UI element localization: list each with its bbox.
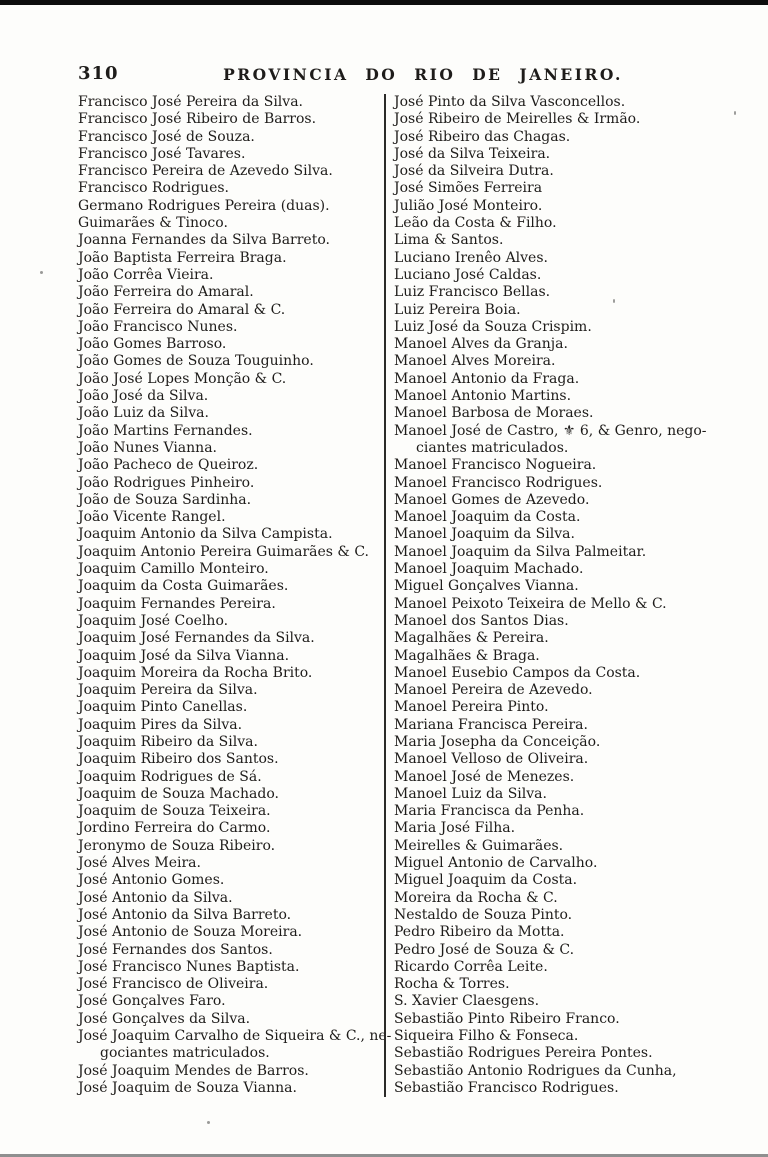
- list-item: Joaquim Ribeiro dos Santos.: [78, 751, 279, 768]
- list-item: Joaquim Pinto Canellas.: [78, 699, 248, 716]
- list-item: Nestaldo de Souza Pinto.: [394, 906, 573, 923]
- list-item: Sebastião Pinto Ribeiro Franco.: [394, 1010, 620, 1027]
- scan-speck: [734, 111, 736, 115]
- list-item: Maria Josepha da Conceição.: [394, 733, 601, 750]
- list-item: Manoel Alves Moreira.: [394, 353, 556, 370]
- list-item: Miguel Joaquim da Costa.: [394, 872, 578, 889]
- list-item: José Simões Ferreira: [394, 180, 543, 197]
- list-item: Francisco José de Souza.: [78, 128, 255, 145]
- list-item: João Gomes de Souza Touguinho.: [78, 353, 314, 370]
- list-item: João Luiz da Silva.: [78, 405, 209, 422]
- list-item: João Ferreira do Amaral.: [78, 284, 254, 301]
- list-item: Miguel Antonio de Carvalho.: [394, 855, 598, 872]
- list-item: José Gonçalves da Silva.: [78, 1010, 251, 1027]
- list-item: José Francisco Nunes Baptista.: [78, 958, 300, 975]
- list-item: João Francisco Nunes.: [78, 318, 238, 335]
- list-item: Joaquim da Costa Guimarães.: [78, 578, 289, 595]
- list-item: Francisco Pereira de Azevedo Silva.: [78, 163, 333, 180]
- list-item: Sebastião Rodrigues Pereira Pontes.: [394, 1045, 653, 1062]
- list-item: Julião José Monteiro.: [394, 197, 543, 214]
- list-item: Jeronymo de Souza Ribeiro.: [78, 837, 276, 854]
- list-item: José Joaquim Carvalho de Siqueira & C., ne-: [78, 1028, 392, 1045]
- list-item: Manoel Joaquim da Silva Palmeitar.: [394, 543, 647, 560]
- list-item: Luiz Francisco Bellas.: [394, 284, 551, 301]
- list-item: Miguel Gonçalves Vianna.: [394, 578, 579, 595]
- page-number: 310: [78, 63, 119, 84]
- list-item: José Joaquim de Souza Vianna.: [78, 1079, 297, 1096]
- list-item: João Vicente Rangel.: [78, 509, 226, 526]
- list-item: Magalhães & Pereira.: [394, 630, 549, 647]
- list-item: Rocha & Torres.: [394, 976, 510, 993]
- list-item: gociantes matriculados.: [100, 1045, 270, 1062]
- list-item: Joaquim Pereira da Silva.: [78, 682, 258, 699]
- page-title: PROVINCIA DO RIO DE JANEIRO.: [223, 65, 623, 84]
- list-item: Manoel Joaquim da Costa.: [394, 509, 581, 526]
- list-item: José Francisco de Oliveira.: [78, 976, 269, 993]
- list-item: João José Lopes Monção & C.: [78, 370, 287, 387]
- list-item: Guimarães & Tinoco.: [78, 215, 228, 232]
- list-item: Joaquim José da Silva Vianna.: [78, 647, 290, 664]
- list-item: João Martins Fernandes.: [78, 422, 253, 439]
- list-item: S. Xavier Claesgens.: [394, 993, 540, 1010]
- list-item: Jordino Ferreira do Carmo.: [78, 820, 271, 837]
- list-item: José Ribeiro de Meirelles & Irmão.: [394, 111, 641, 128]
- list-item: Pedro Ribeiro da Motta.: [394, 924, 565, 941]
- list-item: Francisco José Tavares.: [78, 145, 246, 162]
- list-item: Manoel Antonio Martins.: [394, 388, 572, 405]
- list-item: João Nunes Vianna.: [78, 439, 217, 456]
- list-item: João Corrêa Vieira.: [78, 266, 214, 283]
- list-item: Leão da Costa & Filho.: [394, 215, 557, 232]
- list-item: Joaquim Fernandes Pereira.: [78, 595, 276, 612]
- list-item: Joaquim Rodrigues de Sá.: [78, 768, 262, 785]
- list-item: Manoel Eusebio Campos da Costa.: [394, 664, 641, 681]
- list-item: Sebastião Antonio Rodrigues da Cunha,: [394, 1062, 677, 1079]
- list-item: Manoel Joaquim da Silva.: [394, 526, 575, 543]
- list-item: Joanna Fernandes da Silva Barreto.: [78, 232, 330, 249]
- list-item: Maria José Filha.: [394, 820, 516, 837]
- scan-speck: [207, 1121, 210, 1124]
- list-item: Joaquim José Fernandes da Silva.: [78, 630, 315, 647]
- list-item: Manoel Francisco Nogueira.: [394, 457, 597, 474]
- list-item: ciantes matriculados.: [416, 439, 569, 456]
- list-item: Luciano Irenêo Alves.: [394, 249, 548, 266]
- list-item: Francisco José Ribeiro de Barros.: [78, 111, 317, 128]
- list-item: Joaquim Ribeiro da Silva.: [78, 733, 258, 750]
- list-item: Manoel Joaquim Machado.: [394, 561, 584, 578]
- list-item: Mariana Francisca Pereira.: [394, 716, 588, 733]
- list-item: Joaquim de Souza Teixeira.: [78, 803, 271, 820]
- list-item: Ricardo Corrêa Leite.: [394, 958, 548, 975]
- scan-speck: [613, 299, 615, 303]
- scan-edge-top: [0, 0, 768, 5]
- list-item: Luiz Pereira Boia.: [394, 301, 521, 318]
- name-list-columns: [78, 94, 754, 1097]
- list-item: Pedro José de Souza & C.: [394, 941, 575, 958]
- list-item: João Gomes Barroso.: [78, 336, 227, 353]
- list-item: José Antonio da Silva Barreto.: [78, 906, 292, 923]
- list-item: Lima & Santos.: [394, 232, 504, 249]
- list-item: Joaquim Camillo Monteiro.: [78, 561, 269, 578]
- list-item: Manoel Peixoto Teixeira de Mello & C.: [394, 595, 667, 612]
- list-item: José Antonio de Souza Moreira.: [78, 924, 303, 941]
- list-item: José Fernandes dos Santos.: [78, 941, 273, 958]
- scan-speck: [40, 271, 43, 274]
- list-item: Manoel Pereira de Azevedo.: [394, 682, 593, 699]
- list-item: Meirelles & Guimarães.: [394, 837, 564, 854]
- list-item: Joaquim José Coelho.: [78, 612, 229, 629]
- list-item: João Pacheco de Queiroz.: [78, 457, 259, 474]
- list-item: Manoel Luiz da Silva.: [394, 785, 547, 802]
- list-item: Magalhães & Braga.: [394, 647, 540, 664]
- list-item: Manoel Alves da Granja.: [394, 336, 568, 353]
- list-item: Manoel Francisco Rodrigues.: [394, 474, 603, 491]
- list-item: Francisco Rodrigues.: [78, 180, 229, 197]
- name-list-column-left: [78, 94, 392, 1097]
- list-item: Joaquim Moreira da Rocha Brito.: [78, 664, 313, 681]
- list-item: Luiz José da Souza Crispim.: [394, 318, 592, 335]
- list-item: Luciano José Caldas.: [394, 266, 542, 283]
- list-item: José Gonçalves Faro.: [78, 993, 226, 1010]
- list-item: Manoel José de Menezes.: [394, 768, 575, 785]
- list-item: João Baptista Ferreira Braga.: [78, 249, 287, 266]
- list-item: João Rodrigues Pinheiro.: [78, 474, 255, 491]
- list-item: José Ribeiro das Chagas.: [394, 128, 571, 145]
- list-item: Manoel Barbosa de Moraes.: [394, 405, 594, 422]
- list-item: José Antonio Gomes.: [78, 872, 225, 889]
- list-item: Moreira da Rocha & C.: [394, 889, 558, 906]
- page-header: [78, 63, 708, 89]
- list-item: Manoel Pereira Pinto.: [394, 699, 549, 716]
- list-item: Germano Rodrigues Pereira (duas).: [78, 197, 330, 214]
- list-item: Manoel José de Castro, ⚜ 6, & Genro, nego-: [394, 422, 707, 439]
- list-item: Joaquim Pires da Silva.: [78, 716, 243, 733]
- list-item: José Alves Meira.: [78, 855, 201, 872]
- list-item: João José da Silva.: [78, 388, 209, 405]
- list-item: Sebastião Francisco Rodrigues.: [394, 1079, 619, 1096]
- list-item: José Joaquim Mendes de Barros.: [78, 1062, 309, 1079]
- list-item: José Antonio da Silva.: [78, 889, 233, 906]
- list-item: José Pinto da Silva Vasconcellos.: [394, 94, 626, 110]
- list-item: Maria Francisca da Penha.: [394, 803, 585, 820]
- list-item: Joaquim Antonio da Silva Campista.: [78, 526, 333, 543]
- name-list-column-right: [384, 94, 754, 1097]
- list-item: Manoel Antonio da Fraga.: [394, 370, 580, 387]
- list-item: Manoel Velloso de Oliveira.: [394, 751, 589, 768]
- list-item: Francisco José Pereira da Silva.: [78, 94, 303, 110]
- list-item: José da Silveira Dutra.: [394, 163, 554, 180]
- list-item: Joaquim Antonio Pereira Guimarães & C.: [78, 543, 369, 560]
- list-item: Manoel Gomes de Azevedo.: [394, 491, 590, 508]
- list-item: José da Silva Teixeira.: [394, 145, 551, 162]
- list-item: Joaquim de Souza Machado.: [78, 785, 279, 802]
- list-item: João de Souza Sardinha.: [78, 491, 252, 508]
- list-item: João Ferreira do Amaral & C.: [78, 301, 286, 318]
- list-item: Manoel dos Santos Dias.: [394, 612, 569, 629]
- list-item: Siqueira Filho & Fonseca.: [394, 1028, 579, 1045]
